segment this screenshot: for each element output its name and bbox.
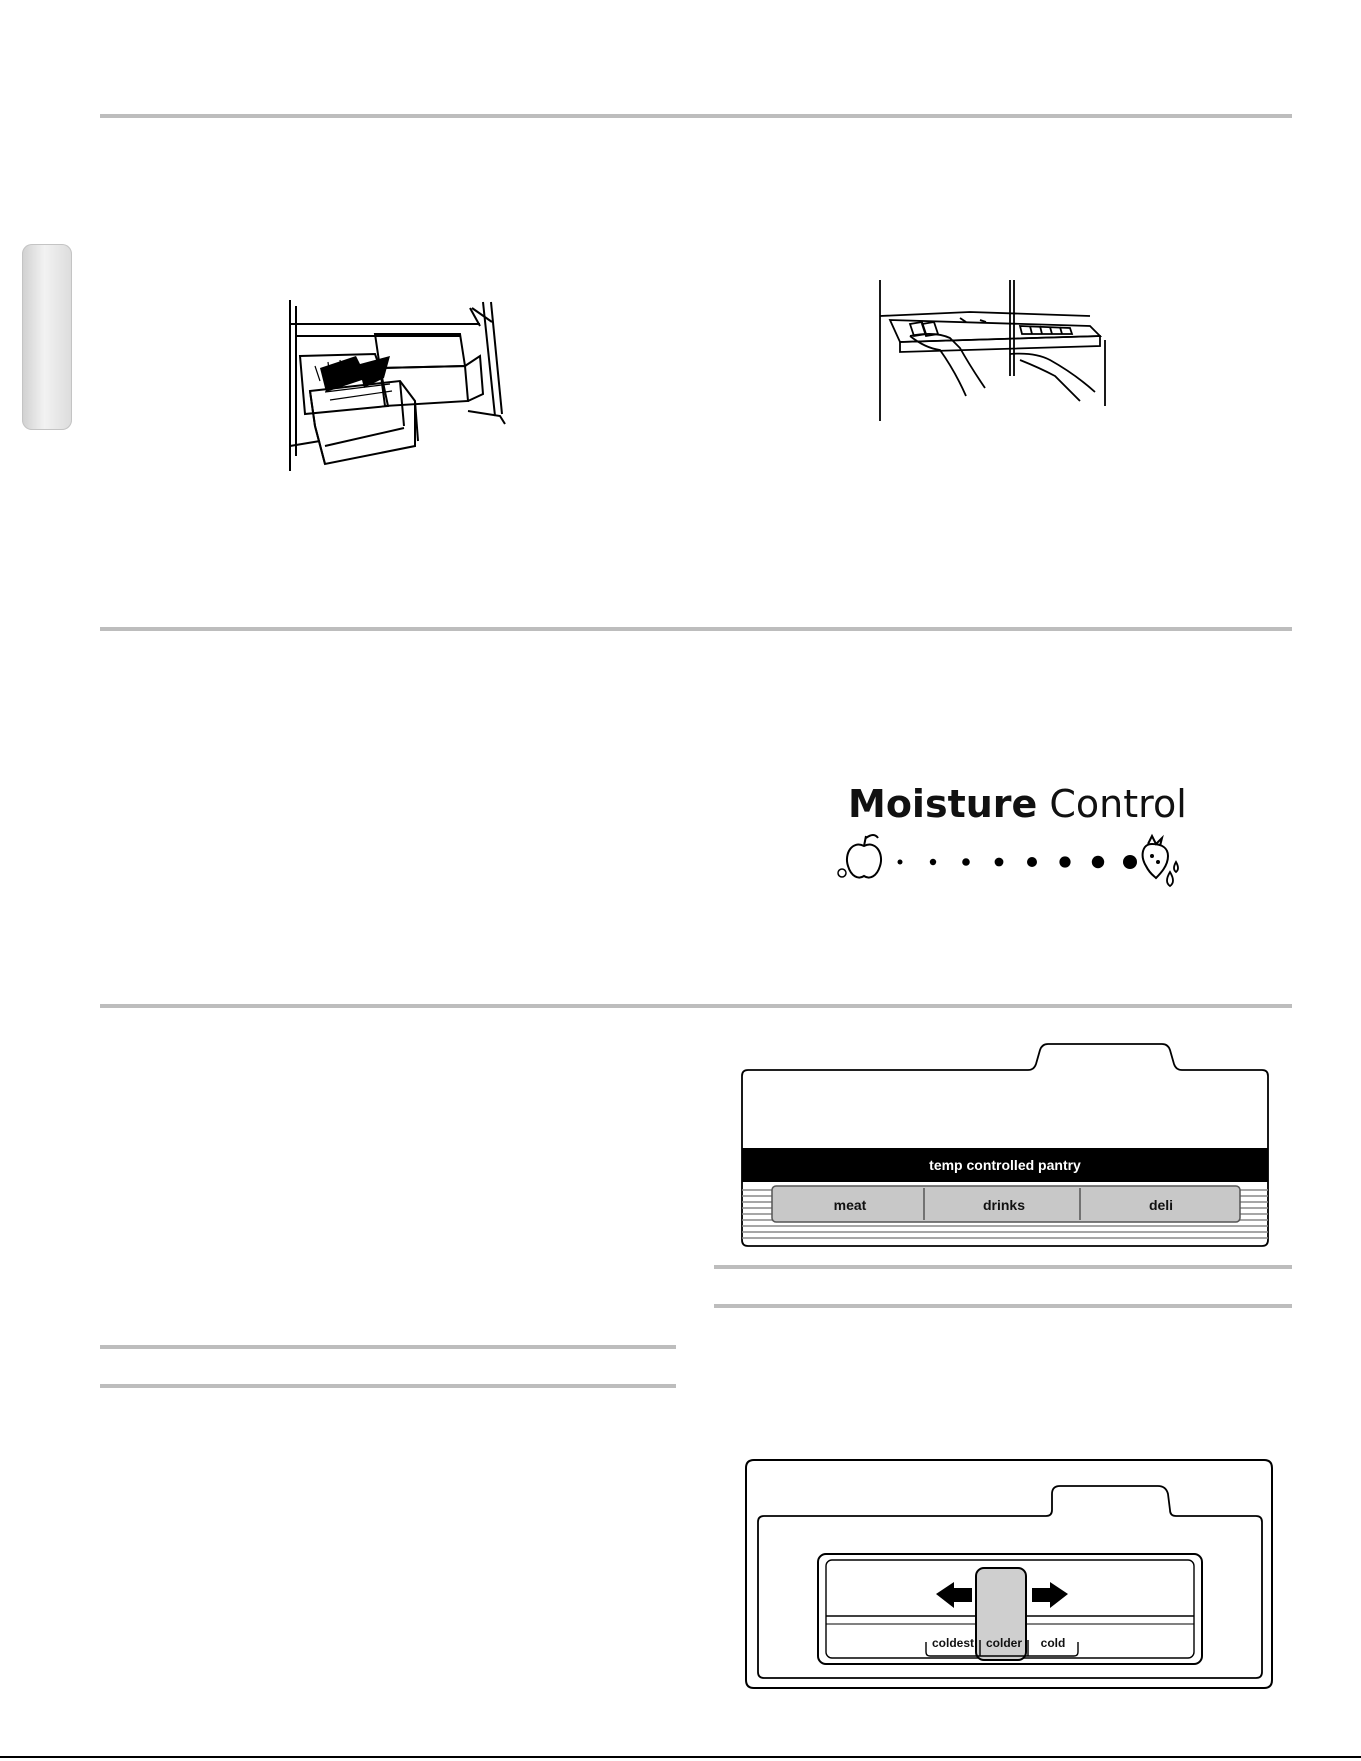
- humidity-level-dots: [898, 855, 1138, 869]
- moisture-control-title-bold: Moisture: [848, 782, 1038, 826]
- section-divider-lower: [100, 1004, 1292, 1008]
- subsection-divider-right-2: [714, 1304, 1292, 1308]
- slider-label-colder: colder: [985, 1636, 1022, 1650]
- strawberry-icon: [1143, 836, 1168, 878]
- moisture-control-title: [848, 782, 1187, 826]
- slider-label-cold: cold: [1040, 1636, 1066, 1650]
- pantry-option-deli[interactable]: deli: [1148, 1197, 1174, 1213]
- slider-label-coldest: coldest: [931, 1636, 974, 1650]
- high-humidity-drops-icon: [1167, 862, 1178, 886]
- subsection-divider-left-1: [100, 1345, 676, 1349]
- apple-icon: [847, 835, 881, 878]
- crisper-drawer-illustration: [280, 296, 510, 476]
- shelf-removal-illustration: [870, 276, 1120, 426]
- pantry-option-meat[interactable]: meat: [833, 1197, 867, 1213]
- subsection-divider-right-1: [714, 1265, 1292, 1269]
- pantry-header-label: temp controlled pantry: [929, 1157, 1081, 1173]
- pantry-option-drinks[interactable]: drinks: [982, 1197, 1025, 1213]
- moisture-slider-scale[interactable]: [830, 826, 1180, 892]
- section-divider-top: [100, 114, 1292, 118]
- subsection-divider-left-2: [100, 1384, 676, 1388]
- section-divider-middle: [100, 627, 1292, 631]
- page-bottom-rule: [0, 1756, 1361, 1758]
- moisture-control-title-regular: Control: [1049, 782, 1187, 826]
- chapter-tab: [22, 244, 72, 430]
- low-humidity-drop-icon: [838, 869, 846, 877]
